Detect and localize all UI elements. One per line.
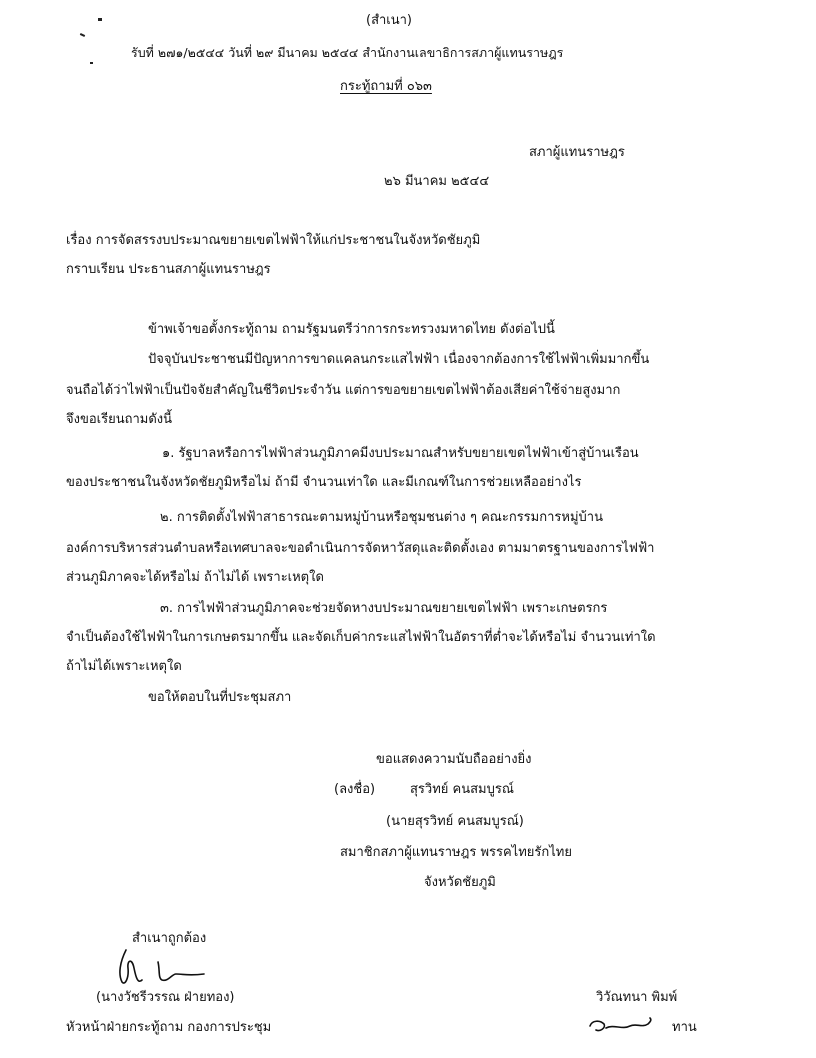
received-stamp-line: รับที่ ๒๗๑/๒๕๔๔ วันที่ ๒๙ มีนาคม ๒๕๔๔ สำนักงานเลขาธิการสภาผู้แทนราษฎร xyxy=(131,45,564,60)
scan-speck xyxy=(80,33,85,37)
signed-name: สุรวิทย์ คนสมบูรณ์ xyxy=(410,782,514,797)
scan-speck xyxy=(90,62,93,64)
scan-speck xyxy=(98,18,102,21)
question-number: กระทู้ถามที่ ๐๖๓ xyxy=(340,79,432,94)
signer-position: สมาชิกสภาผู้แทนราษฎร พรรคไทยรักไทย xyxy=(340,845,572,860)
question-1-line: ของประชาชนในจังหวัดชัยภูมิหรือไม่ ถ้ามี จำนวนเท่าใด และมีเกณฑ์ในการช่วยเหลืออย่างไร xyxy=(66,475,582,490)
regards-line: ขอแสดงความนับถืออย่างยิ่ง xyxy=(376,752,532,767)
question-3-line: จำเป็นต้องใช้ไฟฟ้าในการเกษตรมากขึ้น และจัดเก็บค่ากระแสไฟฟ้าในอัตราที่ต่ำจะได้หรือไม่ จำนวนเท่าใด xyxy=(66,630,656,645)
letter-subject: เรื่อง การจัดสรรงบประมาณขยายเขตไฟฟ้าให้แก่ประชาชนในจังหวัดชัยภูมิ xyxy=(66,233,481,248)
checker-initials xyxy=(586,1014,686,1040)
question-3-line: ๓. การไฟฟ้าส่วนภูมิภาคจะช่วยจัดหางบประมาณขยายเขตไฟฟ้า เพราะเกษตรกร xyxy=(160,601,608,616)
certifier-title: หัวหน้าฝ่ายกระทู้ถาม กองการประชุม xyxy=(66,1020,272,1035)
typist-line: วิวัณทนา พิมพ์ xyxy=(596,990,678,1005)
letter-date: ๒๖ มีนาคม ๒๕๔๔ xyxy=(384,174,490,189)
question-3-line: ถ้าไม่ได้เพราะเหตุใด xyxy=(66,659,182,674)
body-paragraph-line: จึงขอเรียนถามดังนี้ xyxy=(66,412,173,427)
body-intro: ข้าพเจ้าขอตั้งกระทู้ถาม ถามรัฐมนตรีว่าการกระทรวงมหาดไทย ดังต่อไปนี้ xyxy=(148,322,555,337)
question-2-line: ๒. การติดตั้งไฟฟ้าสาธารณะตามหมู่บ้านหรือชุมชนต่าง ๆ คณะกรรมการหมู่บ้าน xyxy=(160,510,603,525)
certified-copy-label: สำเนาถูกต้อง xyxy=(132,931,207,946)
signer-province: จังหวัดชัยภูมิ xyxy=(424,875,496,890)
certifier-name: (นางวัชรีวรรณ ฝ่ายทอง) xyxy=(96,990,235,1005)
copy-mark: (สำเนา) xyxy=(366,13,413,28)
closing-request: ขอให้ตอบในที่ประชุมสภา xyxy=(148,690,292,705)
letter-place: สภาผู้แทนราษฎร xyxy=(529,145,625,160)
letter-salutation: กราบเรียน ประธานสภาผู้แทนราษฎร xyxy=(66,262,271,277)
body-paragraph-line: จนถือได้ว่าไฟฟ้าเป็นปัจจัยสำคัญในชีวิตประจำวัน แต่การขอขยายเขตไฟฟ้าต้องเสียค่าใช้จ่ายสูงมาก xyxy=(66,383,621,398)
question-2-line: องค์การบริหารส่วนตำบลหรือเทศบาลจะขอดำเนินการจัดหาวัสดุและติดตั้งเอง ตามมาตรฐานของการไฟฟ้า xyxy=(66,541,655,556)
body-paragraph-line: ปัจจุบันประชาชนมีปัญหาการขาดแคลนกระแสไฟฟ้า เนื่องจากต้องการใช้ไฟฟ้าเพิ่มมากขึ้น xyxy=(148,352,650,367)
question-2-line: ส่วนภูมิภาคจะได้หรือไม่ ถ้าไม่ได้ เพราะเหตุใด xyxy=(66,570,324,585)
signer-printed-name: (นายสุรวิทย์ คนสมบูรณ์) xyxy=(386,814,524,829)
checker-suffix: ทาน xyxy=(672,1020,697,1035)
signed-label: (ลงชื่อ) xyxy=(334,782,376,797)
certifier-signature xyxy=(112,944,232,994)
question-1-line: ๑. รัฐบาลหรือการไฟฟ้าส่วนภูมิภาคมีงบประมาณสำหรับขยายเขตไฟฟ้าเข้าสู่บ้านเรือน xyxy=(162,446,639,461)
